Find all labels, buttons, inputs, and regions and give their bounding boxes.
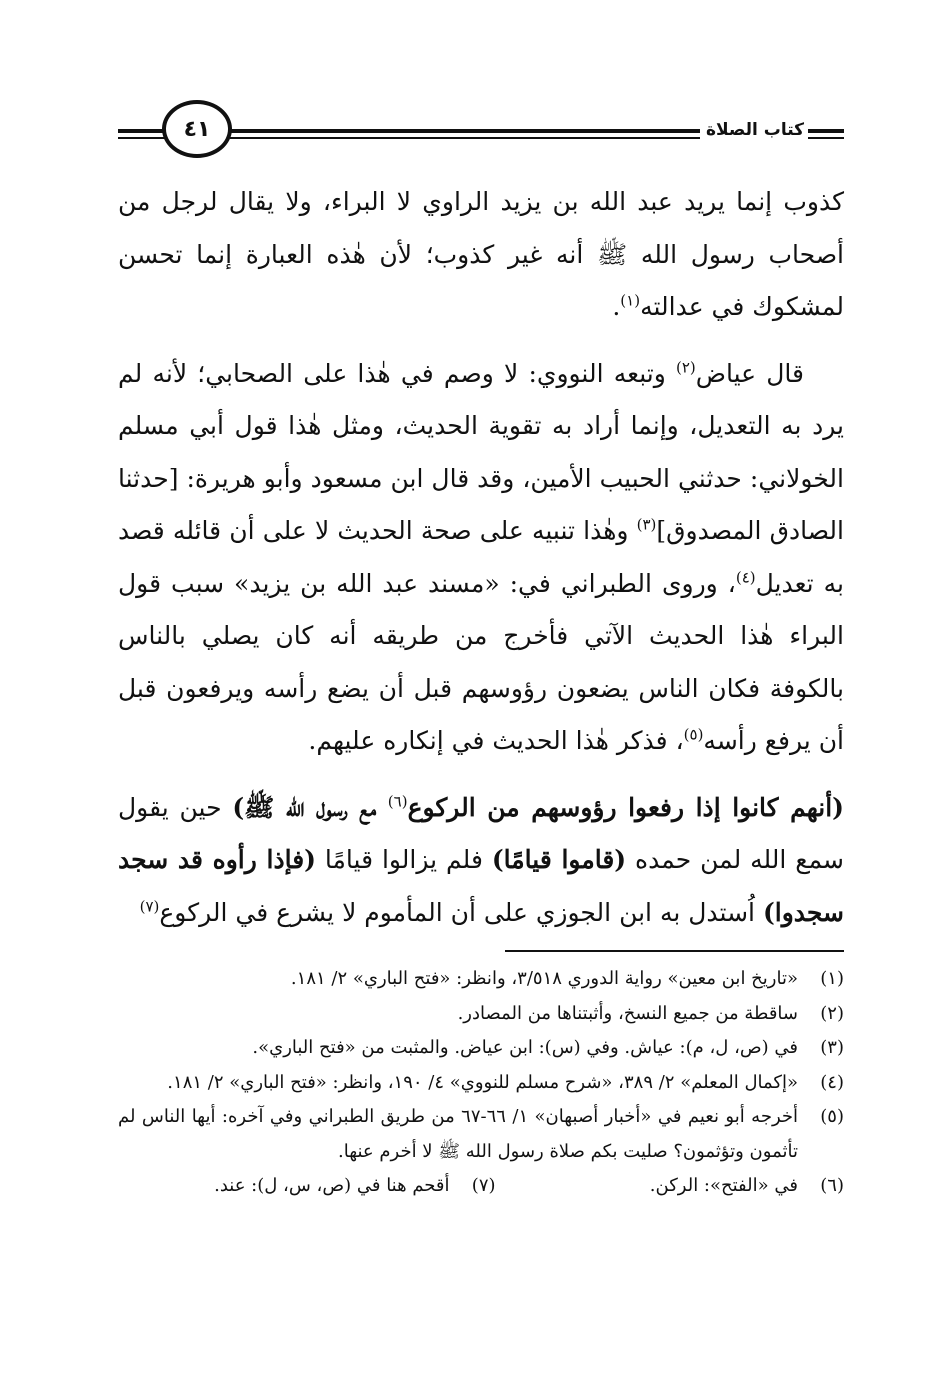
main-text <box>118 176 844 939</box>
paragraph-2-text-e: ، فذكر هٰذا الحديث في إنكاره عليهم. <box>308 726 684 755</box>
running-title: كتاب الصلاة <box>705 120 805 140</box>
paragraph-2-text-a: قال عياض <box>695 358 804 388</box>
paragraph-1-end: . <box>612 292 621 321</box>
header-rule-middle-thin <box>230 137 700 139</box>
footnote-number: (٥) <box>820 1106 844 1127</box>
footnote-ref-2[interactable]: (٢) <box>675 358 696 377</box>
paragraph-1-text: كذوب إنما يريد عبد الله بن يزيد الراوي لا البراء، ولا يقال لرجل من أصحاب رسول الله ﷺ أنه غير كذوب؛ لأن هٰذه العبارة إنما تحسن لمشكوك في عدالته <box>118 187 844 321</box>
footnotes-6-7-row <box>118 1169 844 1204</box>
footnotes <box>118 962 844 1204</box>
footnote-ref-7[interactable]: (٧) <box>139 897 160 916</box>
footnote-2 <box>118 997 844 1032</box>
paragraph-3-text-c: اُستدل به ابن الجوزي على أن المأموم لا يشرع في الركوع <box>159 897 763 927</box>
footnote-text: «إكمال المعلم» ٢/ ٣٨٩، «شرح مسلم للنووي» ٤/ ١٩٠، وانظر: «فتح الباري» ٢/ ١٨١. <box>167 1071 798 1093</box>
page-header <box>118 98 844 162</box>
footnote-number: (١) <box>820 968 844 989</box>
hadith-quote-3: (قاموا قيامًا) <box>491 845 627 874</box>
paragraph-2 <box>118 348 844 768</box>
footnote-text: «تاريخ ابن معين» رواية الدوري ٣/٥١٨، وانظر: «فتح الباري» ٢/ ١٨١. <box>290 968 798 989</box>
footnote-3 <box>118 1031 844 1066</box>
footnote-number: (٧) <box>471 1175 496 1196</box>
hadith-quote-4: (فإذا رأوه قد سجد سجدوا) <box>118 845 844 927</box>
footnote-text: ساقطة من جميع النسخ، وأثبتناها من المصادر. <box>457 1002 798 1024</box>
paragraph-2-text-b: وتبعه النووي: لا وصم في هٰذا على الصحابي؛ لأنه لم يرد به التعديل، وإنما أراد به تقوية الحديث، ومثل هٰذا قول أبي مسلم الخولاني: حدثني الحبيب الأمين، وقد قال ابن مسعود وأبو هريرة: [حدثنا الصادق المصدوق] <box>118 358 844 545</box>
footnote-text: في «الفتح»: الركن. <box>649 1175 798 1196</box>
hadith-quote-1: (أنهم كانوا إذا رفعوا رؤوسهم من الركوع <box>407 792 845 822</box>
paragraph-2-text-d: ، وروى الطبراني في: «مسند عبد الله بن يزيد» سبب قول البراء هٰذا الحديث الآتي فأخرج من طريقه أنه كان يصلي بالناس بالكوفة فكان الناس يضعون رؤوسهم قبل أن يضع رأسه ويرفعون قبل أن يرفع رأسه <box>118 568 844 755</box>
paragraph-1 <box>118 176 844 334</box>
footnote-text: أخرجه أبو نعيم في «أخبار أصبهان» ١/ ٦٦-٦٧ من طريق الطبراني وفي آخره: أيها الناس لم تأثمون وتؤثمون؟ صليت بكم صلاة رسول الله ﷺ لا أخرم عنها. <box>118 1106 799 1162</box>
footnote-number: (٦) <box>820 1175 844 1196</box>
page-number: ٤١ <box>162 100 232 158</box>
footnote-ref-6[interactable]: (٦) <box>387 792 408 811</box>
footnote-ref-5[interactable]: (٥) <box>683 725 704 744</box>
hadith-quote-2: مع رسول الله ﷺ) <box>232 792 388 822</box>
header-rule-right <box>808 129 844 133</box>
paragraph-2-text-c: وهٰذا تنبيه على صحة الحديث لا على أن قائله قصد به تعديل <box>118 516 844 598</box>
footnote-7 <box>118 1169 496 1204</box>
footnote-6 <box>496 1169 844 1204</box>
footnote-1 <box>118 962 844 997</box>
footnote-number: (٢) <box>820 1002 844 1024</box>
footnote-number: (٤) <box>820 1071 844 1093</box>
footnote-number: (٣) <box>820 1037 844 1058</box>
footnote-ref-3[interactable]: (٣) <box>636 515 657 534</box>
header-rule-middle <box>230 129 700 133</box>
paragraph-3 <box>118 782 844 940</box>
paragraph-3-text-a: حين يقول سمع الله لمن حمده <box>118 792 844 874</box>
footnote-ref-4[interactable]: (٤) <box>735 568 756 587</box>
paragraph-3-text-b: فلم يزالوا قيامًا <box>315 845 492 874</box>
footnote-4 <box>118 1066 844 1101</box>
footnote-text: في (ص، ل، م): عياش. وفي (س): ابن عياض. والمثبت من «فتح الباري». <box>252 1037 798 1058</box>
footnote-ref-1[interactable]: (١) <box>620 291 641 310</box>
footnote-5 <box>118 1100 844 1169</box>
header-rule-right-thin <box>808 137 844 139</box>
footnote-text: أقحم هنا في (ص، س، ل): عند. <box>214 1175 450 1196</box>
footnote-separator <box>505 950 844 952</box>
